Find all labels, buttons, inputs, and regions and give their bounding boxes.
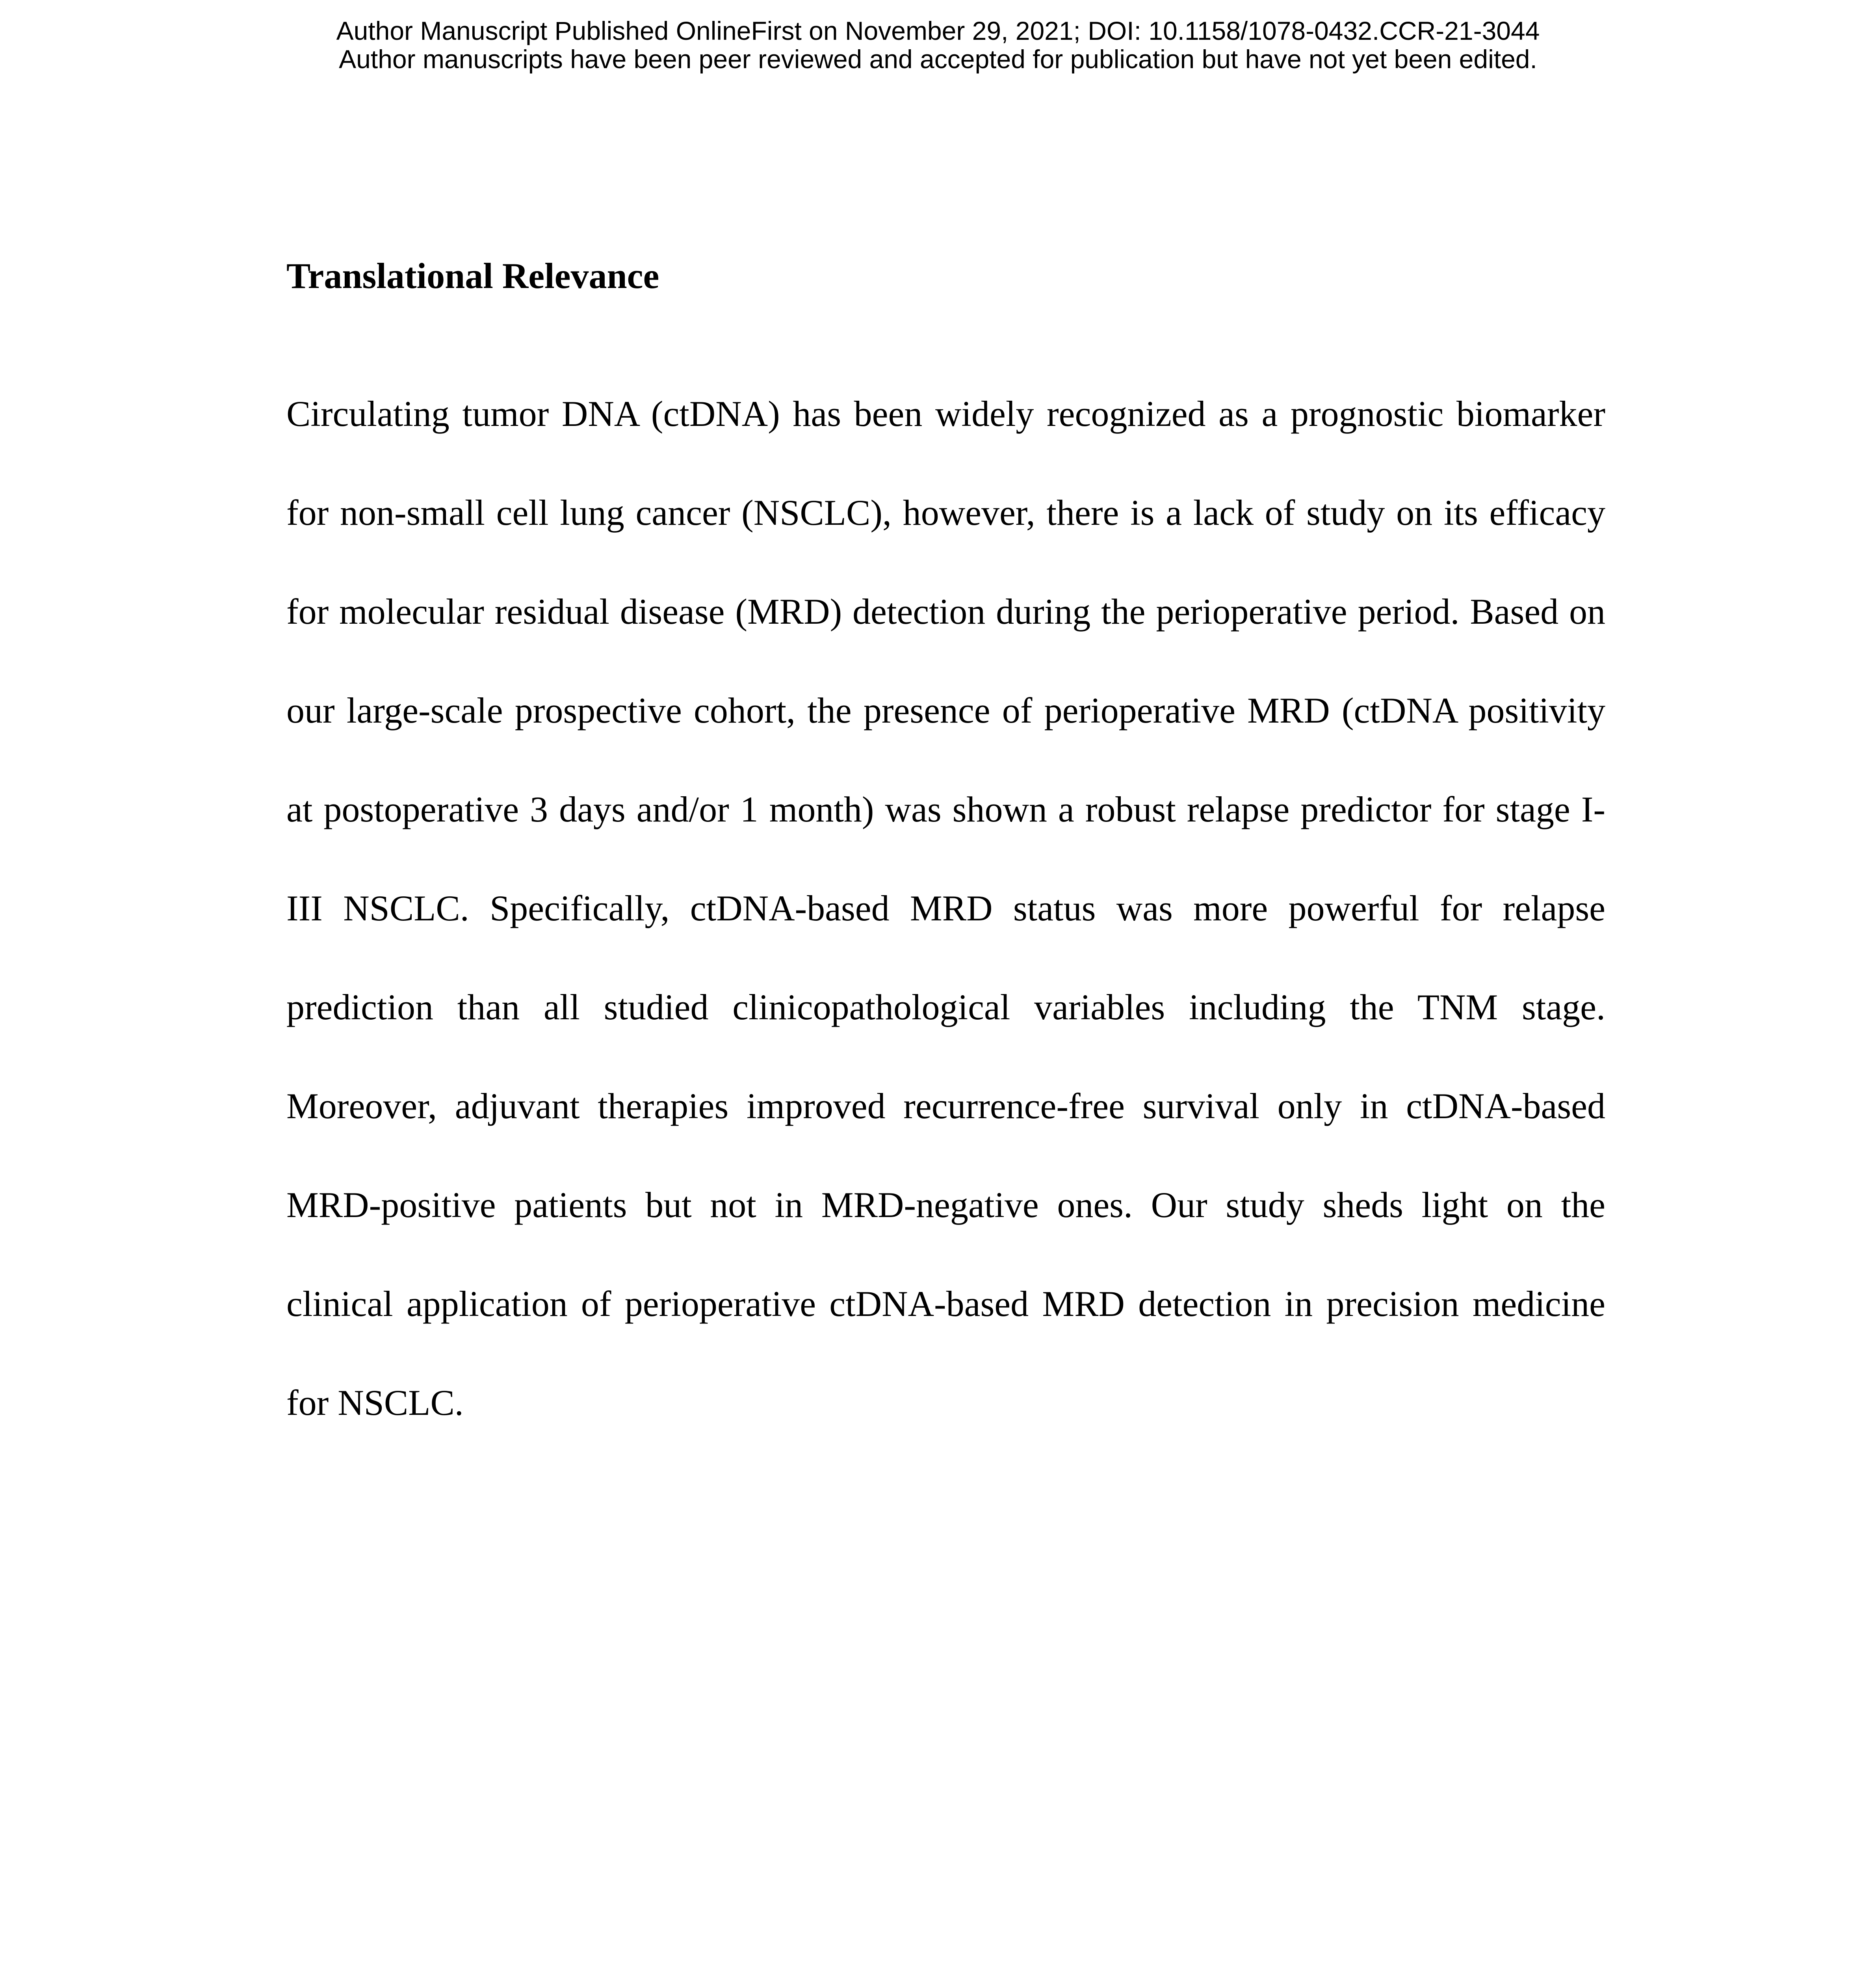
header-review-notice: Author manuscripts have been peer reviewed and accepted for publication but have not yet been edited. [339,45,1537,74]
body-paragraph: Circulating tumor DNA (ctDNA) has been widely recognized as a prognostic biomarker for non-small cell lung cancer (NSCLC), however, there is a lack of study on its efficacy for molecular residual disease (MRD) detection during the perioperative period. Based on our large-scale prospective cohort, the presence of perioperative MRD (ctDNA positivity at postoperative 3 days and/or 1 month) was shown a robust relapse predictor for stage I-III NSCLC. Specifically, ctDNA-based MRD status was more powerful for relapse prediction than all studied clinicopathological variables including the TNM stage. Moreover, adjuvant therapies improved recurrence-free survival only in ctDNA-based MRD-positive patients but not in MRD-negative ones. Our study sheds light on the clinical application of perioperative ctDNA-based MRD detection in precision medicine for NSCLC. [286,394,1605,1423]
page-header [0,17,1876,73]
section-heading: Translational Relevance [286,256,659,296]
header-publication-line: Author Manuscript Published OnlineFirst on November 29, 2021; DOI: 10.1158/1078-0432.CCR-21-3044 [336,16,1540,45]
